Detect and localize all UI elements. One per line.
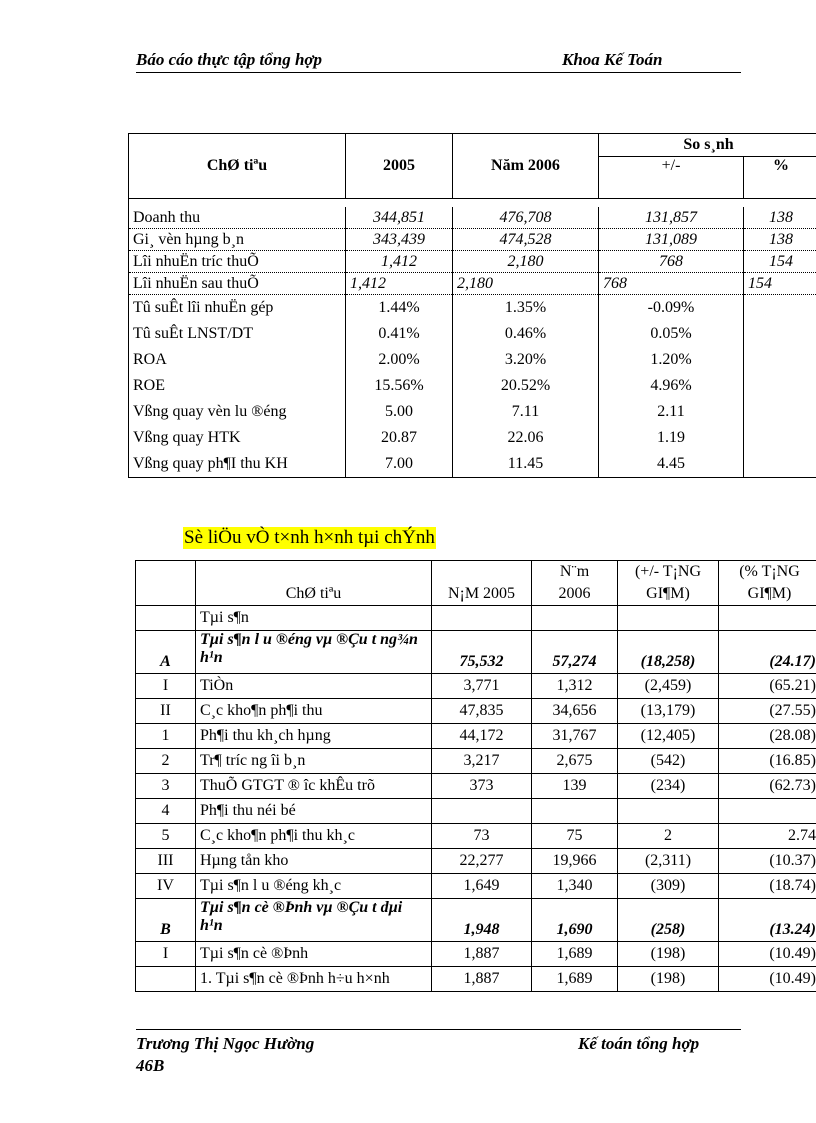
value-cell: 4.96% [599,373,744,399]
table-row [136,631,816,674]
indicator-cell: Ph¶i thu néi bé [196,799,432,824]
table-row [136,749,816,774]
value-cell: 131,857 [599,207,744,229]
table-row [129,273,816,295]
indicator-cell: Lîi nhuËn tríc thuÕ [129,251,346,273]
value-cell: 1,340 [532,874,618,899]
table-row [136,774,816,799]
table-row [129,207,816,229]
value-cell: 343,439 [346,229,453,251]
value-cell: 1,412 [346,273,453,295]
value-cell: 138 [744,207,816,229]
value-cell: (24.17) [719,631,816,674]
value-cell: 2.00% [346,347,453,373]
table-row [136,699,816,724]
value-cell: (542) [618,749,719,774]
value-cell: 1.35% [453,295,599,322]
value-cell: (28.08) [719,724,816,749]
value-cell: 3.20% [453,347,599,373]
indicator-cell: ROE [129,373,346,399]
performance-table [128,133,816,478]
table-row [129,451,816,478]
value-cell: 1,412 [346,251,453,273]
table-row [129,347,816,373]
table-row [129,251,816,273]
value-cell: 1,690 [532,899,618,942]
table-row [129,425,816,451]
value-cell: (13,179) [618,699,719,724]
value-cell: 31,767 [532,724,618,749]
value-cell: 154 [744,251,816,273]
indicator-cell: Doanh thu [129,207,346,229]
col-diff-header: +/- [599,157,744,199]
indicator-cell: C¸c kho¶n ph¶i thu kh¸c [196,824,432,849]
value-cell: 1,312 [532,674,618,699]
value-cell: 476,708 [453,207,599,229]
table-row [136,799,816,824]
value-cell: (27.55) [719,699,816,724]
value-cell [618,606,719,631]
table-row [136,849,816,874]
value-cell: 22,277 [432,849,532,874]
indicator-cell: Tû suÊt lîi nhuËn gép [129,295,346,322]
value-cell: 44,172 [432,724,532,749]
table-row [129,399,816,425]
value-cell: 373 [432,774,532,799]
col-2006-header: Năm 2006 [453,134,599,199]
value-cell [719,606,816,631]
indicator-cell: Vßng quay ph¶I thu KH [129,451,346,478]
indicator-cell: Vßng quay HTK [129,425,346,451]
value-cell: (10.49) [719,967,816,992]
value-cell: -0.09% [599,295,744,322]
section-title: Sè liÖu vÒ t×nh h×nh tµi chÝnh [184,527,435,548]
value-cell: 1,689 [532,967,618,992]
t2-2005-header: N¡M 2005 [432,561,532,606]
value-cell: 138 [744,229,816,251]
table-row [136,724,816,749]
value-cell: (198) [618,942,719,967]
value-cell: (234) [618,774,719,799]
footer-class: 46B [136,1056,165,1075]
value-cell: 344,851 [346,207,453,229]
indicator-cell: Tµi s¶n [196,606,432,631]
code-cell: II [136,699,196,724]
value-cell: 154 [744,273,816,295]
value-cell: 3,217 [432,749,532,774]
value-cell: 7.00 [346,451,453,478]
value-cell: (2,311) [618,849,719,874]
indicator-cell: Hµng tån kho [196,849,432,874]
table-row [136,967,816,992]
table-row [136,674,816,699]
value-cell: 4.45 [599,451,744,478]
value-cell: 0.41% [346,321,453,347]
code-cell: 3 [136,774,196,799]
value-cell: (18.74) [719,874,816,899]
indicator-cell: Tµi s¶n cè ®Þnh vµ ®Çu t dµi h¹n [196,899,432,942]
value-cell: 768 [599,251,744,273]
indicator-cell: Tû suÊt LNST/DT [129,321,346,347]
value-cell: 139 [532,774,618,799]
value-cell: (198) [618,967,719,992]
col-compare-header: So s¸nh [599,134,816,157]
value-cell: (13.24) [719,899,816,942]
value-cell [432,799,532,824]
value-cell: 15.56% [346,373,453,399]
value-cell: 19,966 [532,849,618,874]
value-cell: 474,528 [453,229,599,251]
col-pct-header: % [744,157,816,199]
code-cell: 2 [136,749,196,774]
indicator-cell: Vßng quay vèn lu ®éng [129,399,346,425]
value-cell [719,799,816,824]
code-cell: I [136,942,196,967]
value-cell: (258) [618,899,719,942]
value-cell: 20.87 [346,425,453,451]
code-cell: 5 [136,824,196,849]
value-cell: (65.21) [719,674,816,699]
code-cell: IV [136,874,196,899]
value-cell [432,606,532,631]
footer-title: Kế toán tổng hợp [578,1034,700,1053]
footer-author: Trương Thị Ngọc Hường [136,1034,315,1053]
header-department: Khoa Kế Toán [562,50,663,69]
indicator-cell: Lîi nhuËn sau thuÕ [129,273,346,295]
indicator-cell: Gi¸ vèn hµng b¸n [129,229,346,251]
value-cell: 75 [532,824,618,849]
indicator-cell: Ph¶i thu kh¸ch hµng [196,724,432,749]
t2-2006-header: N¨m 2006 [532,561,618,606]
value-cell [744,295,816,322]
value-cell: (309) [618,874,719,899]
table-row [136,874,816,899]
value-cell [744,451,816,478]
indicator-cell: Tµi s¶n l u ®éng vµ ®Çu t ng¾n h¹n [196,631,432,674]
value-cell: (10.37) [719,849,816,874]
code-cell: 4 [136,799,196,824]
value-cell: 34,656 [532,699,618,724]
indicator-cell: Tµi s¶n cè ®Þnh [196,942,432,967]
t2-pct-header: (% T¡NG GI¶M) [719,561,816,606]
code-cell: B [136,899,196,942]
indicator-cell: 1. Tµi s¶n cè ®Þnh h÷u h×nh [196,967,432,992]
table-row [136,942,816,967]
value-cell: 7.11 [453,399,599,425]
value-cell [532,799,618,824]
value-cell: 0.46% [453,321,599,347]
indicator-cell: Tµi s¶n l u ®éng kh¸c [196,874,432,899]
value-cell: 20.52% [453,373,599,399]
table-row [136,606,816,631]
value-cell: 73 [432,824,532,849]
indicator-cell: TiÒn [196,674,432,699]
value-cell: 1,948 [432,899,532,942]
indicator-cell: Tr¶ tríc ng îi b¸n [196,749,432,774]
value-cell: 2.11 [599,399,744,425]
table-row [136,824,816,849]
value-cell: 2,180 [453,273,599,295]
value-cell: 2,675 [532,749,618,774]
value-cell: 1,649 [432,874,532,899]
indicator-cell: C¸c kho¶n ph¶i thu [196,699,432,724]
value-cell [744,399,816,425]
code-cell [136,606,196,631]
t2-indicator-header: ChØ tiªu [196,561,432,606]
table-row [129,321,816,347]
value-cell: 1,689 [532,942,618,967]
header-rule [136,72,741,73]
value-cell: 1.19 [599,425,744,451]
balance-sheet-table [135,560,816,992]
code-cell: A [136,631,196,674]
value-cell: 75,532 [432,631,532,674]
table-row [129,229,816,251]
value-cell [744,347,816,373]
value-cell: 3,771 [432,674,532,699]
footer-rule [136,1029,741,1030]
value-cell: 1,887 [432,967,532,992]
code-cell: I [136,674,196,699]
value-cell: (2,459) [618,674,719,699]
code-cell: 1 [136,724,196,749]
value-cell: 2,180 [453,251,599,273]
value-cell: 11.45 [453,451,599,478]
value-cell: 47,835 [432,699,532,724]
value-cell: 2.74 [719,824,816,849]
table-row [136,899,816,942]
value-cell [532,606,618,631]
header-title: Báo cáo thực tập tổng hợp [136,50,323,69]
value-cell [618,799,719,824]
value-cell: 768 [599,273,744,295]
col-indicator-header: ChØ tiªu [129,134,346,199]
value-cell: (16.85) [719,749,816,774]
value-cell: 0.05% [599,321,744,347]
value-cell: 1,887 [432,942,532,967]
value-cell: (10.49) [719,942,816,967]
value-cell [744,321,816,347]
value-cell: 57,274 [532,631,618,674]
value-cell: 2 [618,824,719,849]
code-cell: III [136,849,196,874]
table-row [129,373,816,399]
value-cell: 22.06 [453,425,599,451]
table-row [129,295,816,322]
value-cell: (12,405) [618,724,719,749]
value-cell [744,425,816,451]
code-cell [136,967,196,992]
col-2005-header: 2005 [346,134,453,199]
indicator-cell: ThuÕ GTGT ® îc khÊu trõ [196,774,432,799]
value-cell [744,373,816,399]
t2-diff-header: (+/- T¡NG GI¶M) [618,561,719,606]
value-cell: 1.20% [599,347,744,373]
value-cell: 5.00 [346,399,453,425]
value-cell: (18,258) [618,631,719,674]
value-cell: 1.44% [346,295,453,322]
value-cell: (62.73) [719,774,816,799]
indicator-cell: ROA [129,347,346,373]
value-cell: 131,089 [599,229,744,251]
